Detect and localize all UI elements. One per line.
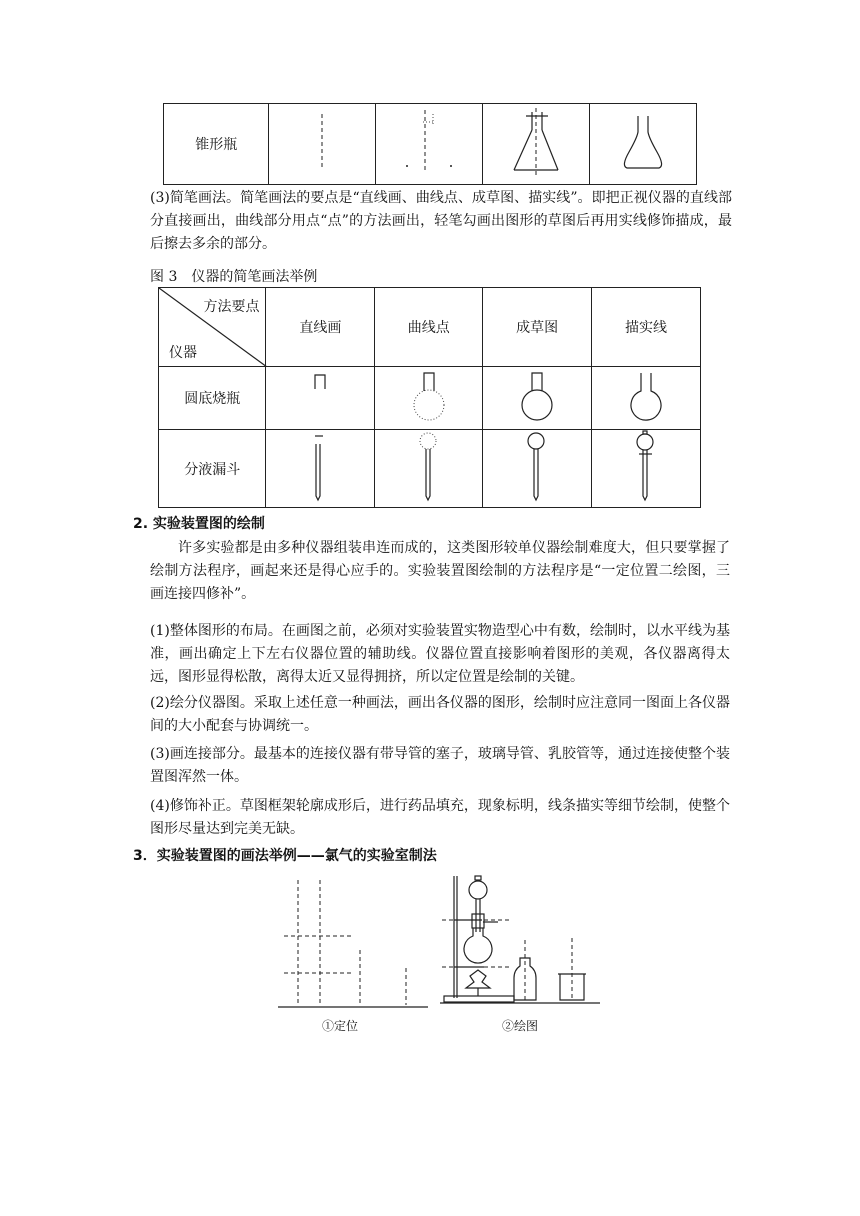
flask-step-sketch [483,104,590,185]
funnel-dots [375,430,483,508]
funnel-final [592,430,701,508]
diag-bottom-label: 仪器 [169,345,197,361]
round-flask-straight [266,367,375,430]
figure-label-positioning: ①定位 [322,1019,359,1033]
round-flask-label: 圆底烧瓶 [159,367,266,430]
section2-step4: (4)修饰补正。草图框架轮廓成形后，进行药品填充，现象标明，线条描实等细节绘制，使整个图形尽量达到完美无缺。 [150,798,730,837]
funnel-sketch [483,430,592,508]
section2-intro: 许多实验都是由多种仪器组装串连而成的，这类图形较单仪器绘制难度大，但只要掌握了绘制方法程序，画起来还是得心应手的。实验装置图绘制的方法程序是“一定位置二绘图，三画连接四修补”。 [150,540,730,602]
instrument-drawing-table [158,287,701,508]
round-flask-final [592,367,701,430]
positioning-figure [278,880,428,1030]
section2-step2: (2)绘分仪器图。采取上述任意一种画法，画出各仪器的图形，绘制时应注意同一图面上各仪器间的大小配套与协调统一。 [150,695,730,734]
figure3-caption: 图 3 仪器的简笔画法举例 [150,269,318,285]
header-sketch: 成草图 [483,288,592,367]
flask-step-dots [376,104,483,185]
round-flask-dots [375,367,483,430]
conical-flask-table [163,103,697,185]
header-dots: 曲线点 [375,288,483,367]
drawing-figure [440,870,600,1010]
funnel-straight [266,430,375,508]
diagonal-header-cell [159,288,266,367]
conical-flask-label: 锥形瓶 [164,104,269,185]
section2-title: 2. 实验装置图的绘制 [133,516,265,532]
flask-step-final [590,104,697,185]
section2-step3: (3)画连接部分。最基本的连接仪器有带导管的塞子，玻璃导管、乳胶管等，通过连接使整个装置图浑然一体。 [150,746,730,785]
separatory-funnel-label: 分液漏斗 [159,430,266,508]
section2-step1: (1)整体图形的布局。在画图之前，必须对实验装置实物造型心中有数，绘制时，以水平线为基准，画出确定上下左右仪器位置的辅助线。仪器位置直接影响着图形的美观，各仪器离得太远，图形显得松散，离得太近又显得拥挤，所以定位置是绘制的关键。 [150,623,730,685]
figure-label-drawing: ②绘图 [502,1019,539,1033]
section3-title: 3．实验装置图的画法举例——氯气的实验室制法 [133,848,437,864]
header-final: 描实线 [592,288,701,367]
round-flask-sketch [483,367,592,430]
flask-step-straight [269,104,376,185]
simple-drawing-paragraph: (3)简笔画法。简笔画法的要点是“直线画、曲线点、成草图、描实线”。即把正视仪器的直线部分直接画出，曲线部分用点“点”的方法画出，轻笔勾画出图形的草图后再用实线修饰描成，最后擦去多余的部分。 [150,190,732,252]
header-straight: 直线画 [266,288,375,367]
diag-top-label: 方法要点 [203,299,260,315]
